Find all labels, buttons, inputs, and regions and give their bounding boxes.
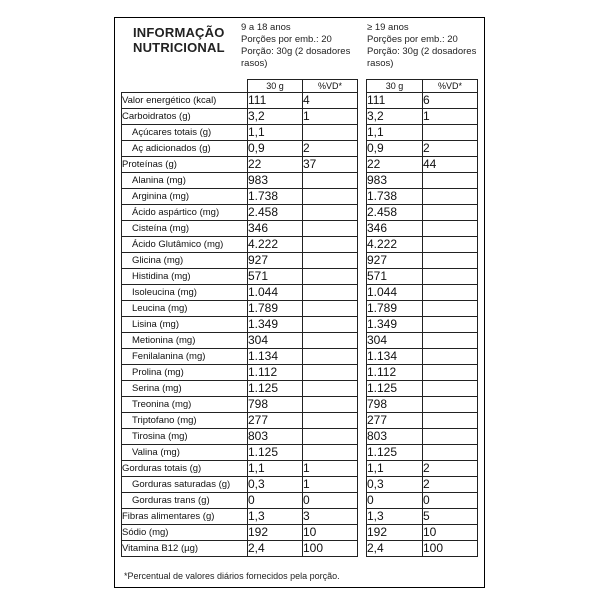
nutrient-qty: 2,4 xyxy=(248,541,303,557)
table-row xyxy=(122,397,358,413)
nutrient-vd xyxy=(423,349,478,365)
header-qty: 30 g xyxy=(248,80,303,93)
nutrient-qty: 927 xyxy=(248,253,303,269)
nutrient-name: Gorduras totais (g) xyxy=(122,461,248,477)
nutrient-name: Treonina (mg) xyxy=(122,397,248,413)
nutrient-qty: 1.044 xyxy=(248,285,303,301)
nutrient-vd xyxy=(423,445,478,461)
table-row xyxy=(122,285,358,301)
nutrient-vd xyxy=(423,285,478,301)
nutrient-name: Tirosina (mg) xyxy=(122,429,248,445)
nutrient-vd xyxy=(303,365,358,381)
nutrient-vd xyxy=(303,285,358,301)
nutrient-qty: 304 xyxy=(367,333,423,349)
nutrition-title xyxy=(133,25,225,55)
table-row xyxy=(367,413,478,429)
nutrient-vd xyxy=(423,237,478,253)
nutrient-name: Leucina (mg) xyxy=(122,301,248,317)
nutrient-qty: 0,9 xyxy=(367,141,423,157)
nutrient-vd: 3 xyxy=(303,509,358,525)
nutrient-qty: 111 xyxy=(248,93,303,109)
table-row xyxy=(122,93,358,109)
nutrient-vd xyxy=(303,397,358,413)
footnote: *Percentual de valores diários fornecidos pela porção. xyxy=(124,571,340,581)
nutrient-vd xyxy=(423,333,478,349)
nutrient-qty: 1.125 xyxy=(248,381,303,397)
nutrient-qty: 1,3 xyxy=(367,509,423,525)
nutrient-name: Valor energético (kcal) xyxy=(122,93,248,109)
nutrient-qty: 2,4 xyxy=(367,541,423,557)
header-vd: %VD* xyxy=(423,80,478,93)
table-row xyxy=(367,317,478,333)
group-b-age: ≥ 19 anos xyxy=(367,22,409,33)
title-line-1: INFORMAÇÃO xyxy=(133,25,225,40)
table-row xyxy=(367,333,478,349)
nutrient-vd: 1 xyxy=(303,477,358,493)
nutrient-name: Arginina (mg) xyxy=(122,189,248,205)
nutrient-vd: 37 xyxy=(303,157,358,173)
nutrient-name: Proteínas (g) xyxy=(122,157,248,173)
nutrient-qty: 1.789 xyxy=(367,301,423,317)
nutrient-qty: 0,3 xyxy=(367,477,423,493)
nutrient-vd: 2 xyxy=(423,461,478,477)
nutrient-vd xyxy=(303,381,358,397)
nutrient-name: Prolina (mg) xyxy=(122,365,248,381)
table-row xyxy=(122,189,358,205)
nutrient-qty: 927 xyxy=(367,253,423,269)
table-row xyxy=(122,461,358,477)
nutrient-vd: 2 xyxy=(423,477,478,493)
table-row xyxy=(122,493,358,509)
nutrient-vd xyxy=(423,413,478,429)
nutrient-vd: 6 xyxy=(423,93,478,109)
table-header-row xyxy=(122,80,358,93)
table-row xyxy=(367,461,478,477)
nutrient-qty: 1.349 xyxy=(367,317,423,333)
nutrient-qty: 0 xyxy=(248,493,303,509)
nutrient-qty: 1,1 xyxy=(367,125,423,141)
nutrient-vd: 2 xyxy=(303,141,358,157)
group-b-portion-cont: rasos) xyxy=(367,58,394,69)
table-row xyxy=(122,429,358,445)
nutrient-vd: 1 xyxy=(423,109,478,125)
nutrient-qty: 2.458 xyxy=(248,205,303,221)
header-vd: %VD* xyxy=(303,80,358,93)
table-row xyxy=(367,477,478,493)
nutrient-vd: 0 xyxy=(303,493,358,509)
nutrient-vd xyxy=(303,205,358,221)
nutrient-vd xyxy=(423,429,478,445)
table-row xyxy=(122,221,358,237)
nutrient-vd: 4 xyxy=(303,93,358,109)
table-row xyxy=(367,301,478,317)
nutrient-name: Glicina (mg) xyxy=(122,253,248,269)
nutrient-qty: 1.738 xyxy=(248,189,303,205)
nutrient-qty: 277 xyxy=(367,413,423,429)
nutrient-qty: 0,3 xyxy=(248,477,303,493)
table-row xyxy=(122,125,358,141)
nutrient-name: Metionina (mg) xyxy=(122,333,248,349)
nutrient-vd xyxy=(303,221,358,237)
nutrient-qty: 22 xyxy=(367,157,423,173)
table-row xyxy=(122,301,358,317)
nutrient-name: Ácido Glutâmico (mg) xyxy=(122,237,248,253)
nutrient-name: Açúcares totais (g) xyxy=(122,125,248,141)
table-row xyxy=(367,173,478,189)
table-row xyxy=(367,141,478,157)
nutrient-vd: 5 xyxy=(423,509,478,525)
table-row xyxy=(122,109,358,125)
header-qty: 30 g xyxy=(367,80,423,93)
table-row xyxy=(367,381,478,397)
nutrient-qty: 1.134 xyxy=(248,349,303,365)
nutrition-table-19-plus xyxy=(366,79,478,557)
nutrient-qty: 571 xyxy=(367,269,423,285)
header-blank xyxy=(122,80,248,93)
group-a-portion-cont: rasos) xyxy=(241,58,268,69)
nutrient-name: Ácido aspártico (mg) xyxy=(122,205,248,221)
table-row xyxy=(122,509,358,525)
nutrient-vd: 1 xyxy=(303,109,358,125)
nutrient-vd xyxy=(303,237,358,253)
nutrient-vd xyxy=(423,365,478,381)
nutrient-vd xyxy=(303,269,358,285)
nutrient-qty: 277 xyxy=(248,413,303,429)
table-row xyxy=(367,525,478,541)
group-b-portion: Porção: 30g (2 dosadores xyxy=(367,46,477,57)
nutrient-name: Vitamina B12 (µg) xyxy=(122,541,248,557)
nutrient-name: Carboidratos (g) xyxy=(122,109,248,125)
nutrient-vd xyxy=(303,253,358,269)
nutrient-qty: 0,9 xyxy=(248,141,303,157)
title-line-2: NUTRICIONAL xyxy=(133,40,225,55)
table-row xyxy=(367,365,478,381)
table-row xyxy=(367,285,478,301)
nutrient-vd xyxy=(423,317,478,333)
table-row xyxy=(122,157,358,173)
nutrient-qty: 1.738 xyxy=(367,189,423,205)
nutrient-vd xyxy=(423,189,478,205)
group-a-servings: Porções por emb.: 20 xyxy=(241,34,332,45)
nutrient-name: Histidina (mg) xyxy=(122,269,248,285)
table-row xyxy=(367,541,478,557)
nutrient-name: Fibras alimentares (g) xyxy=(122,509,248,525)
table-row xyxy=(122,349,358,365)
nutrient-qty: 803 xyxy=(367,429,423,445)
nutrient-qty: 192 xyxy=(367,525,423,541)
table-row xyxy=(367,93,478,109)
table-row xyxy=(122,525,358,541)
nutrient-vd xyxy=(423,205,478,221)
nutrient-vd xyxy=(303,413,358,429)
nutrient-vd xyxy=(303,125,358,141)
table-row xyxy=(367,429,478,445)
nutrient-qty: 1.134 xyxy=(367,349,423,365)
nutrient-qty: 1.125 xyxy=(248,445,303,461)
nutrient-qty: 571 xyxy=(248,269,303,285)
nutrient-qty: 2.458 xyxy=(367,205,423,221)
nutrient-vd xyxy=(423,173,478,189)
nutrient-vd: 0 xyxy=(423,493,478,509)
table-row xyxy=(367,253,478,269)
nutrient-qty: 983 xyxy=(248,173,303,189)
nutrient-qty: 798 xyxy=(367,397,423,413)
nutrient-qty: 346 xyxy=(248,221,303,237)
nutrient-name: Isoleucina (mg) xyxy=(122,285,248,301)
nutrient-vd xyxy=(303,317,358,333)
table-row xyxy=(122,269,358,285)
table-row xyxy=(122,541,358,557)
table-row xyxy=(367,157,478,173)
nutrient-qty: 4.222 xyxy=(248,237,303,253)
nutrient-name: Gorduras saturadas (g) xyxy=(122,477,248,493)
nutrient-qty: 983 xyxy=(367,173,423,189)
nutrient-vd: 1 xyxy=(303,461,358,477)
nutrient-vd: 100 xyxy=(303,541,358,557)
nutrient-vd xyxy=(303,301,358,317)
group-a-header xyxy=(241,22,361,70)
table-row xyxy=(122,205,358,221)
group-b-header xyxy=(367,22,477,70)
group-a-portion: Porção: 30g (2 dosadores xyxy=(241,46,351,57)
nutrient-vd xyxy=(423,253,478,269)
nutrient-name: Sódio (mg) xyxy=(122,525,248,541)
table-row xyxy=(367,205,478,221)
nutrient-qty: 0 xyxy=(367,493,423,509)
nutrient-qty: 1.112 xyxy=(248,365,303,381)
nutrient-qty: 1,1 xyxy=(248,461,303,477)
nutrient-vd xyxy=(303,189,358,205)
nutrient-qty: 4.222 xyxy=(367,237,423,253)
group-a-age: 9 a 18 anos xyxy=(241,22,291,33)
nutrient-qty: 3,2 xyxy=(248,109,303,125)
table-row xyxy=(122,381,358,397)
nutrient-qty: 1,3 xyxy=(248,509,303,525)
nutrient-vd xyxy=(423,397,478,413)
nutrient-vd xyxy=(423,301,478,317)
table-row xyxy=(367,509,478,525)
nutrition-table-9-18 xyxy=(121,79,358,557)
nutrient-qty: 1.125 xyxy=(367,445,423,461)
table-row xyxy=(367,493,478,509)
nutrient-qty: 1.044 xyxy=(367,285,423,301)
table-row xyxy=(122,317,358,333)
nutrient-qty: 1.349 xyxy=(248,317,303,333)
nutrient-vd xyxy=(303,429,358,445)
nutrient-qty: 3,2 xyxy=(367,109,423,125)
nutrient-qty: 1,1 xyxy=(367,461,423,477)
table-row xyxy=(367,445,478,461)
table-row xyxy=(367,125,478,141)
nutrient-qty: 1.789 xyxy=(248,301,303,317)
nutrient-qty: 1.112 xyxy=(367,365,423,381)
nutrient-qty: 22 xyxy=(248,157,303,173)
nutrient-qty: 192 xyxy=(248,525,303,541)
nutrient-name: Serina (mg) xyxy=(122,381,248,397)
nutrient-vd xyxy=(303,333,358,349)
table-row xyxy=(122,253,358,269)
nutrient-qty: 1.125 xyxy=(367,381,423,397)
nutrient-vd xyxy=(423,125,478,141)
table-row xyxy=(367,221,478,237)
nutrient-vd xyxy=(423,221,478,237)
nutrient-name: Lisina (mg) xyxy=(122,317,248,333)
table-row xyxy=(122,477,358,493)
nutrient-vd xyxy=(423,269,478,285)
nutrient-qty: 111 xyxy=(367,93,423,109)
group-b-servings: Porções por emb.: 20 xyxy=(367,34,458,45)
table-row xyxy=(367,269,478,285)
table-row xyxy=(122,237,358,253)
nutrient-vd xyxy=(303,349,358,365)
nutrient-vd: 10 xyxy=(303,525,358,541)
table-row xyxy=(367,349,478,365)
nutrient-qty: 803 xyxy=(248,429,303,445)
table-row xyxy=(367,397,478,413)
table-row xyxy=(122,445,358,461)
nutrient-name: Gorduras trans (g) xyxy=(122,493,248,509)
table-row xyxy=(367,109,478,125)
nutrient-qty: 1,1 xyxy=(248,125,303,141)
nutrient-vd xyxy=(303,445,358,461)
table-header-row xyxy=(367,80,478,93)
nutrient-vd xyxy=(423,381,478,397)
nutrient-name: Valina (mg) xyxy=(122,445,248,461)
nutrient-vd: 100 xyxy=(423,541,478,557)
nutrient-name: Cisteína (mg) xyxy=(122,221,248,237)
table-row xyxy=(122,413,358,429)
nutrient-vd: 2 xyxy=(423,141,478,157)
table-row xyxy=(367,237,478,253)
table-row xyxy=(122,365,358,381)
nutrient-name: Fenilalanina (mg) xyxy=(122,349,248,365)
nutrient-name: Triptofano (mg) xyxy=(122,413,248,429)
nutrient-name: Alanina (mg) xyxy=(122,173,248,189)
table-row xyxy=(122,333,358,349)
nutrient-qty: 304 xyxy=(248,333,303,349)
table-row xyxy=(367,189,478,205)
nutrient-vd xyxy=(303,173,358,189)
table-row xyxy=(122,173,358,189)
nutrient-qty: 346 xyxy=(367,221,423,237)
table-row xyxy=(122,141,358,157)
nutrient-vd: 44 xyxy=(423,157,478,173)
nutrient-name: Aç adicionados (g) xyxy=(122,141,248,157)
nutrient-vd: 10 xyxy=(423,525,478,541)
nutrient-qty: 798 xyxy=(248,397,303,413)
